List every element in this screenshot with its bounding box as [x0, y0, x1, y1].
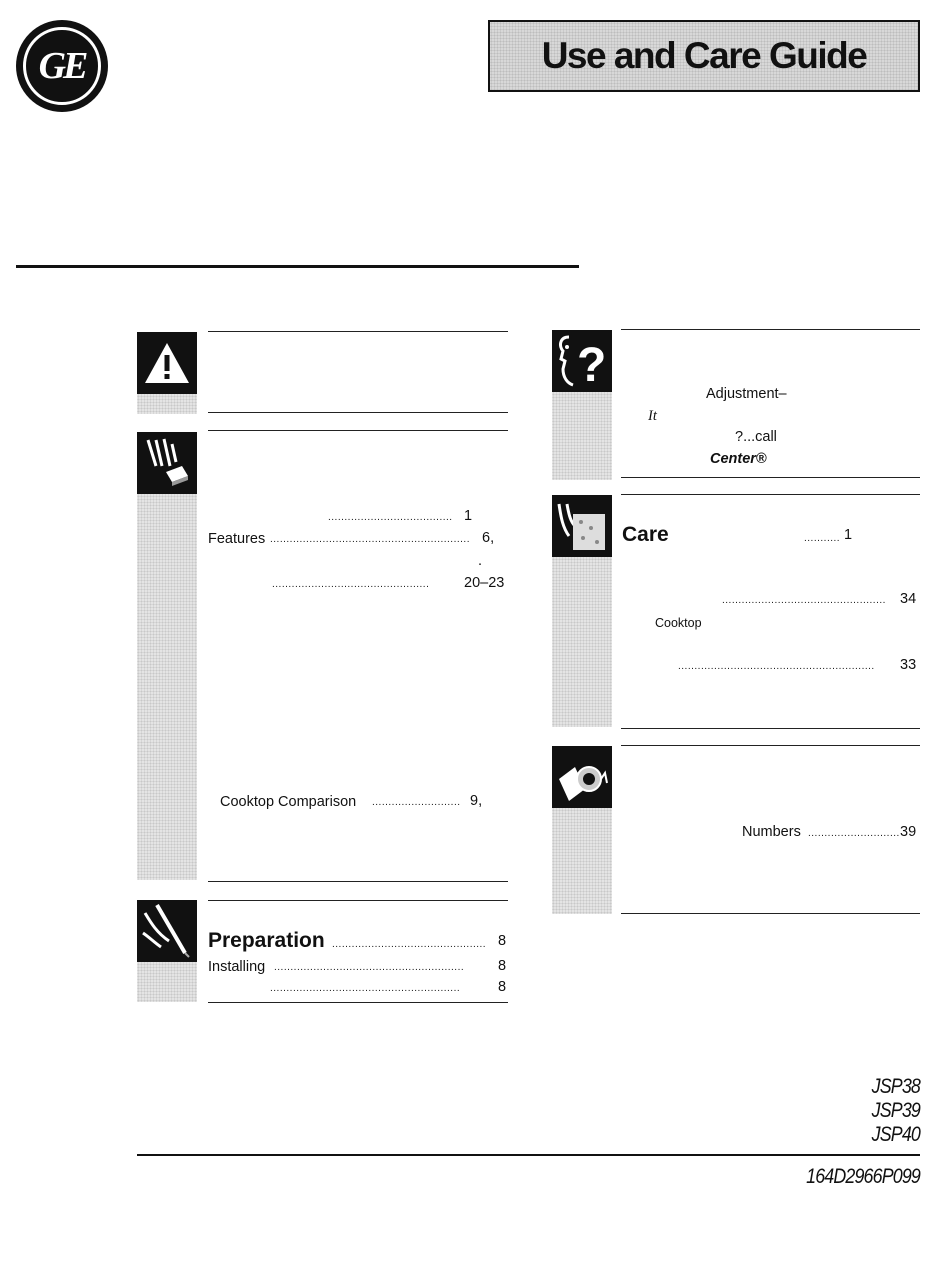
operating-icon-tile — [137, 432, 197, 880]
section-rule — [208, 900, 508, 901]
page-number: 1 — [464, 508, 473, 524]
toc-entry[interactable]: Features ............................................................. 6, — [208, 530, 495, 547]
model-number: JSP40 — [871, 1123, 920, 1146]
section-rule — [621, 494, 920, 495]
ge-logo-text: GE — [38, 45, 86, 87]
toc-entry[interactable]: Cooktop Comparison ........................... 9, — [220, 793, 483, 810]
section-rule — [621, 913, 920, 914]
section-rule — [621, 745, 920, 746]
page-number: 9, — [470, 793, 483, 809]
ge-logo — [16, 20, 108, 112]
care-icon-tile — [552, 495, 612, 727]
preparation-icon-tile — [137, 900, 197, 1002]
page-number: 8 — [498, 979, 507, 995]
footer-rule — [137, 1154, 920, 1156]
screwdriver-hand-icon — [141, 903, 193, 959]
page-number: 8 — [498, 958, 507, 974]
section-rule — [208, 1002, 508, 1003]
section-rule — [208, 881, 508, 882]
meter-tag-icon — [555, 749, 609, 805]
title-banner — [488, 20, 920, 92]
page-title: Use and Care Guide — [541, 35, 867, 76]
services-icon-tile — [552, 746, 612, 914]
section-rule — [621, 728, 920, 729]
model-list — [820, 1075, 920, 1147]
section-rule — [208, 430, 508, 431]
page-number: 33 — [900, 657, 917, 673]
section-rule — [208, 331, 508, 332]
model-number: JSP39 — [871, 1099, 920, 1122]
safety-icon-tile — [137, 332, 197, 414]
page-number: 39 — [900, 824, 917, 840]
toc-heading-care[interactable]: Care ........... 1 — [622, 523, 853, 546]
part-number: 164D2966P099 — [806, 1165, 920, 1188]
toc-entry[interactable]: Cooktop — [655, 616, 702, 630]
page-number: 6, — [482, 530, 495, 546]
page-number: 20–23 — [464, 575, 505, 591]
toc-heading-preparation[interactable]: Preparation ............................................... 8 — [208, 929, 507, 952]
header-divider — [16, 265, 579, 268]
page-number: 8 — [498, 933, 507, 949]
part-number-wrap — [720, 1165, 920, 1189]
question-icon-tile — [552, 330, 612, 480]
svg-text:?: ? — [577, 339, 607, 389]
page-number: 1 — [844, 527, 853, 543]
section-rule — [621, 477, 920, 478]
toc-entry[interactable]: Installing .......................................................... 8 — [208, 958, 507, 975]
sponge-hand-icon — [555, 498, 609, 554]
model-number: JSP38 — [871, 1075, 920, 1098]
page-number: 34 — [900, 591, 917, 607]
section-rule — [621, 329, 920, 330]
warning-icon — [141, 338, 193, 388]
section-rule — [208, 412, 508, 413]
question-face-icon — [555, 333, 609, 389]
hand-pressing-button-icon — [142, 436, 192, 490]
